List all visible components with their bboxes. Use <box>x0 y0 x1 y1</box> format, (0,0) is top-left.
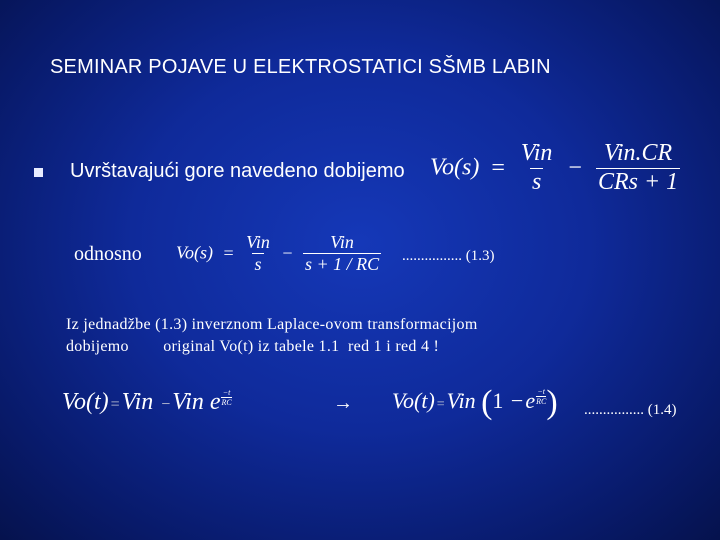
paragraph-line-2: dobijemo original Vo(t) iz tabele 1.1 red 1 i red 4 ! <box>66 338 440 355</box>
bullet-square-icon <box>34 168 43 177</box>
eq4-exp-base: e <box>525 388 536 414</box>
slide-title: SEMINAR POJAVE U ELEKTROSTATICI SŠMB LABIN <box>50 56 551 78</box>
equation-1-3-simplified <box>176 232 381 274</box>
eq3-exp-numerator: −t <box>222 388 231 397</box>
eq3-exponent <box>221 388 231 407</box>
eq1-frac1-numerator: Vin <box>520 140 553 166</box>
eq2-frac1-numerator: Vin <box>246 232 270 252</box>
eq3-lhs: Vo(t) <box>62 389 109 415</box>
eq3-term2: Vin <box>172 389 204 415</box>
eq2-frac2-denominator: s + 1 / RC <box>304 253 380 274</box>
eq3-minus: − <box>161 396 171 413</box>
equation-1-4 <box>392 384 558 422</box>
eq4-one: 1 <box>492 388 504 414</box>
eq4-lhs: Vo(t) <box>392 388 435 414</box>
equation-reference-1-3: ................ (1.3) <box>402 248 495 264</box>
eq1-frac2-numerator: Vin.CR <box>603 140 673 166</box>
eq4-minus: − <box>510 388 524 414</box>
eq1-equals: = <box>491 154 505 181</box>
eq2-fraction-2 <box>303 232 381 274</box>
eq1-minus: − <box>568 154 582 181</box>
eq3-equals: = <box>110 396 120 413</box>
odnosno-label: odnosno <box>74 243 142 265</box>
eq4-equals: = <box>436 397 445 413</box>
right-arrow-icon: → <box>333 392 353 414</box>
paragraph-line-1: Iz jednadžbe (1.3) inverznom Laplace-ovom transformacijom <box>66 316 478 333</box>
eq4-exp-numerator: −t <box>537 387 546 397</box>
equation-1-3-laplace <box>430 140 682 196</box>
eq4-term1: Vin <box>446 388 476 414</box>
eq2-frac2-numerator: Vin <box>330 232 354 252</box>
eq1-frac1-denominator: s <box>531 168 542 195</box>
eq2-fraction-1 <box>244 232 272 274</box>
equation-reference-1-4: ................ (1.4) <box>584 402 677 418</box>
eq4-right-paren: ) <box>546 384 558 421</box>
equation-time-domain <box>62 388 232 416</box>
eq1-fraction-1 <box>519 140 555 196</box>
bullet-text: Uvrštavajući gore navedeno dobijemo <box>70 160 405 182</box>
eq4-exponent <box>536 387 546 406</box>
eq1-frac2-denominator: CRs + 1 <box>597 168 679 195</box>
eq1-lhs: Vo(s) <box>430 154 480 181</box>
eq3-exp-denominator: RC <box>221 398 232 407</box>
eq2-lhs: Vo(s) <box>176 242 213 263</box>
eq2-frac1-denominator: s <box>254 253 262 274</box>
eq1-fraction-2 <box>596 140 680 196</box>
paragraph-text <box>66 314 478 358</box>
eq4-left-paren: ( <box>481 384 493 421</box>
eq3-term1: Vin <box>121 389 154 415</box>
eq2-equals: = <box>223 242 234 263</box>
eq3-exp-base: e <box>209 389 221 415</box>
eq2-minus: − <box>282 242 293 263</box>
eq4-exp-denominator: RC <box>536 397 547 407</box>
